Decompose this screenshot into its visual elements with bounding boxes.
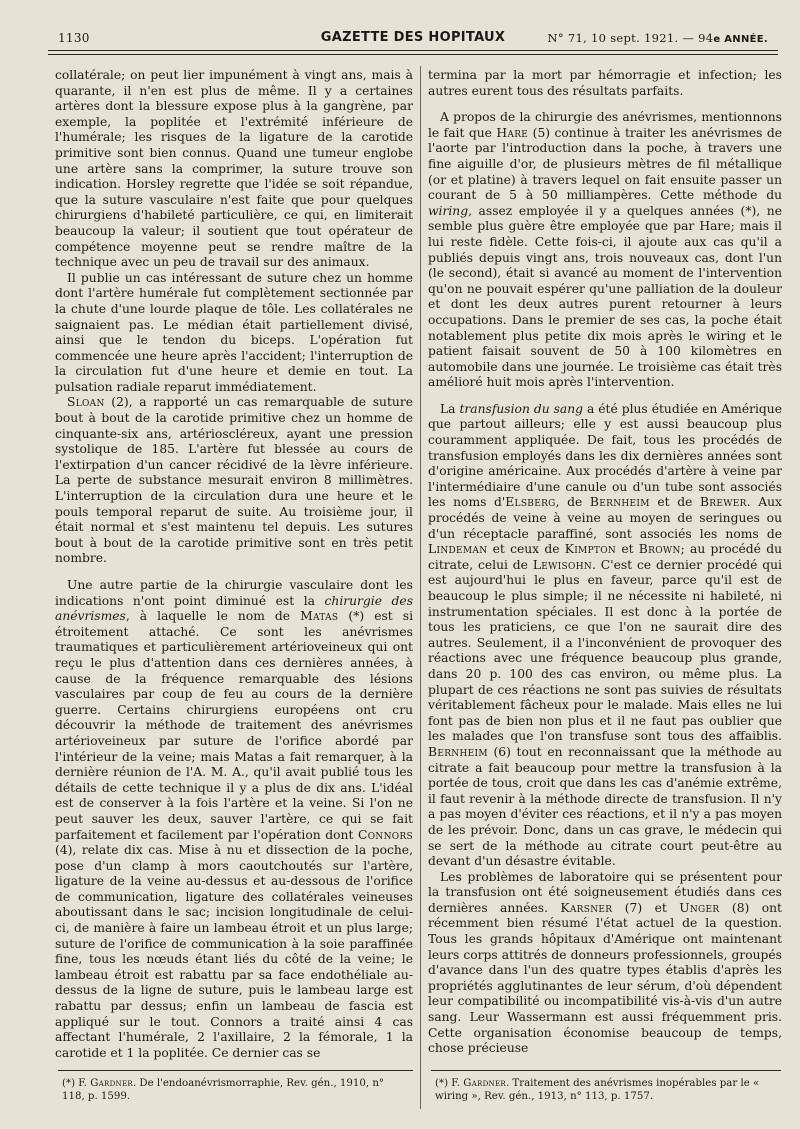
footnote-left: (*) F. Gardner. De l'endoanévrismorraphie, Rev. gén., 1910, n° 118, p. 1599. (62, 1078, 384, 1102)
italic-term: chirurgie des anévrismes (55, 593, 414, 624)
author-name: Karsner (560, 900, 613, 915)
column-separator (420, 66, 421, 1109)
italic-term: wiring (428, 203, 469, 218)
author-name: Gardner (463, 1078, 506, 1089)
paragraph: termina par la mort par hémorragie et infection; les autres eurent tous des résultats parfaits. (428, 68, 782, 98)
footnote-rule (58, 1070, 413, 1071)
paragraph: Les problèmes de laboratoire qui se présentent pour la transfusion ont été soigneusement étudiés dans ces dernières années. Karsner (7) et Unger (8) ont récemment bien résumé l'état actuel de la question. Tous les grands hôpitaux d'Amérique ont maintenant leurs corps attitrés de donneurs professionnels, groupés d'avance dans l'un des quatre types établis d'après les propriétés agglutinantes de leur sérum, d'où dépendent leur compatibilité ou incompatibilité vis-à-vis d'un autre sang. Leur Wassermann est aussi fréquemment pris. Cette organisation économise beaucoup de temps, chose précieuse (428, 869, 782, 1056)
author-name: Sloan (67, 395, 105, 410)
issue-info (548, 31, 768, 45)
right-column (428, 68, 782, 1057)
author-name: Brown (638, 542, 681, 557)
author-name: Hare (496, 125, 529, 140)
paragraph: collatérale; on peut lier impunément à vingt ans, mais à quarante, il n'en est plus de même. Il y a certaines artères dont la blessure expose plus à la gangrène, par exemple, la poplitée et l'extrémité inférieure de l'humérale; les risques de la ligature de la carotide primitive sont bien connus. Quand une tumeur englobe une artère sans la comprimer, la suture trouve son indication. Horsley regrette que l'idée se soit répandue, que la suture vasculaire n'est faite que pour quelques chirurgiens d'habileté particulière, ce qui, en limiterait beaucoup la valeur; il soutient que tout opérateur de compétence moyenne peut se rendre maître de la technique avec un peu de travail sur des animaux. (55, 68, 413, 270)
author-name: Lindeman (428, 542, 488, 557)
page-header (48, 28, 778, 50)
header-rule (48, 50, 778, 51)
issue-year-suffix: e ANNÉE. (713, 34, 768, 45)
author-name: Elsberg (505, 495, 556, 510)
footnote-right: (*) F. Gardner. Traitement des anévrismes inopérables par le « wiring », Rev. gén., 1913, n° 113, p. 1757. (435, 1078, 760, 1102)
paragraph: A propos de la chirurgie des anévrismes, mentionnons le fait que Hare (5) continue à traiter les anévrismes de l'aorte par l'introduction dans la poche, à travers une fine aiguille d'or, de plusieurs mètres de fil métallique (or et platine) à travers lequel on fait ensuite passer un courant de 5 à 50 milliampères. Cette méthode du wiring, assez employée il y a quelques années (*), ne semble plus guère être employée que par Hare; mais il lui reste fidèle. Cette fois-ci, il ajoute aux cas qu'il a publiés depuis vingt ans, trois nouveaux cas, dont l'un (le second), était si avancé au moment de l'intervention qu'on ne pouvait espérer qu'une palliation de la douleur et dont les deux autres purent retourner à leurs occupations. Dans le premier de ses cas, la poche était notablement plus petite dix mois après le wiring et le patient faisait souvent de 50 à 100 kilomètres en automobile dans une journée. Le troisième cas était très amélioré huit mois après l'intervention. (428, 110, 783, 390)
header-rule-secondary (48, 54, 778, 55)
paragraph: Il publie un cas intéressant de suture chez un homme dont l'artère humérale fut complètement sectionnée par la chute d'une lourde plaque de tôle. Les collatérales ne saignaient pas. Le médian était partiellement divisé, ainsi que le tendon du biceps. L'opération fut commencée une heure après l'accident; l'interruption de la circulation fut d'une heure et demie en tout. La pulsation radiale reparut immédiatement. (55, 270, 413, 394)
author-name: Connors (358, 827, 413, 842)
author-name: Bernheim (589, 495, 650, 510)
paragraph: Sloan (2), a rapporté un cas remarquable de suture bout à bout de la carotide primitive chez un homme de cinquante-six ans, artérioscléreux, ayant une pression systolique de 185. L'artère fut blessée au cours de l'extirpation d'un cancer récidivé de la lèvre inférieure. La perte de substance mesurait environ 8 millimètres. L'interruption de la circulation dura une heure et le pouls temporal reparut de suite. Au troisième jour, il était normal et s'est maintenu tel depuis. Les sutures bout à bout de la carotide primitive sont en très petit nombre. (55, 395, 413, 566)
author-name: Kimpton (564, 542, 617, 557)
paragraph: La transfusion du sang a été plus étudiée en Amérique que partout ailleurs; elle y est aussi beaucoup plus couramment appliquée. De fait, tous les procédés de transfusion employés dans les dix dernières années sont d'origine américaine. Aux procédés d'artère à veine par l'intermédiaire d'une canule ou d'un tube sont associés les noms d'Elsberg, de Bernheim et de Brewer. Aux procédés de veine à veine au moyen de seringues ou d'un réceptacle paraffiné, sont associés les noms de Lindeman et ceux de Kimpton et Brown; au procédé du citrate, celui de Lewisohn. C'est ce dernier procédé qui est aujourd'hui le plus en faveur, parce qu'il est de beaucoup le plus simple; il ne nécessite ni habileté, ni instrumentation spéciales. Il est donc à la portée de tous les praticiens, ce que l'on ne saurait dire des autres. Seulement, il a l'inconvénient de provoquer des réactions avec une fréquence beaucoup plus grande, dans 20 p. 100 des cas environ, ou même plus. La plupart de ces réactions ne sont pas suivies de résultats véritablement fâcheux pour le malade. Mais elles ne lui font pas de bien non plus et il ne faut pas oublier que les malades que l'on transfuse sont tous des affaiblis. Bernheim (6) tout en reconnaissant que la méthode au citrate a fait beaucoup pour mettre la transfusion à la portée de tous, croit que dans les cas d'anémie extrême, il faut revenir à la méthode directe de transfusion. Il n'y a pas moyen d'éviter ces réactions, et il n'y a pas moyen de les prévoir. Donc, dans un cas grave, le médecin qui se sert de la méthode au citrate court peut-être au devant d'un désastre évitable. (428, 401, 782, 869)
author-name: Gardner (90, 1078, 133, 1089)
author-name: Lewisohn (532, 557, 593, 572)
paragraph: Une autre partie de la chirurgie vasculaire dont les indications n'ont point diminué est la chirurgie des anévrismes, à laquelle le nom de Matas (*) est si étroitement attaché. Ce sont les anévrismes traumatiques et particulièrement artérioveineux qui ont reçu le plus d'attention dans ces dernières années, à cause de la fréquence remarquable des lésions vasculaires par coup de feu au cours de la dernière guerre. Certains chirurgiens européens ont cru découvrir la méthode de traitement des anévrismes artérioveineux par suture de l'orifice abordé par l'intérieur de la veine; mais Matas a fait remarquer, à la dernière réunion de l'A. M. A., qu'il avait publié tous les détails de cette technique il y a plus de dix ans. L'idéal est de conserver à la fois l'artère et la veine. Si l'on ne peut sauver les deux, sauver l'artère, ce qui se fait parfaitement et facilement par l'opération dont Connors (4), relate dix cas. Mise à nu et dissection de la poche, pose d'un clamp à mors caoutchoutés sur l'artère, ligature de la veine au-dessus et au-dessous de l'orifice de communication, ligature des collatérales veineuses aboutissant dans le sac; incision longitudinale de celui-ci, de manière à faire un lambeau étroit et un plus large; suture de l'orifice de communication à la soie paraffinée fine, tous les nœuds étant liés du côté de la veine; le lambeau étroit est rabattu par sa face endothéliale au-dessus de la ligne de suture, puis le lambeau large est rabattu par dessus; enfin un lambeau de fascia est appliqué sur le tout. Connors a traité ainsi 4 cas affectant l'humérale, 2 l'axillaire, 2 la fémorale, 1 la carotide et 1 la poplitée. Ce dernier cas se (55, 578, 414, 1060)
page-number: 1130 (58, 31, 90, 45)
footnote-rule (431, 1070, 781, 1071)
author-name: Bernheim (428, 744, 488, 759)
author-name: Matas (300, 609, 339, 624)
italic-term: transfusion du sang (459, 401, 584, 416)
author-name: Unger (679, 900, 720, 915)
left-column (55, 68, 413, 1061)
author-name: Brewer (699, 495, 747, 510)
journal-title: GAZETTE DES HOPITAUX (320, 30, 506, 45)
issue-date: N° 71, 10 sept. 1921. — 94 (547, 31, 714, 45)
